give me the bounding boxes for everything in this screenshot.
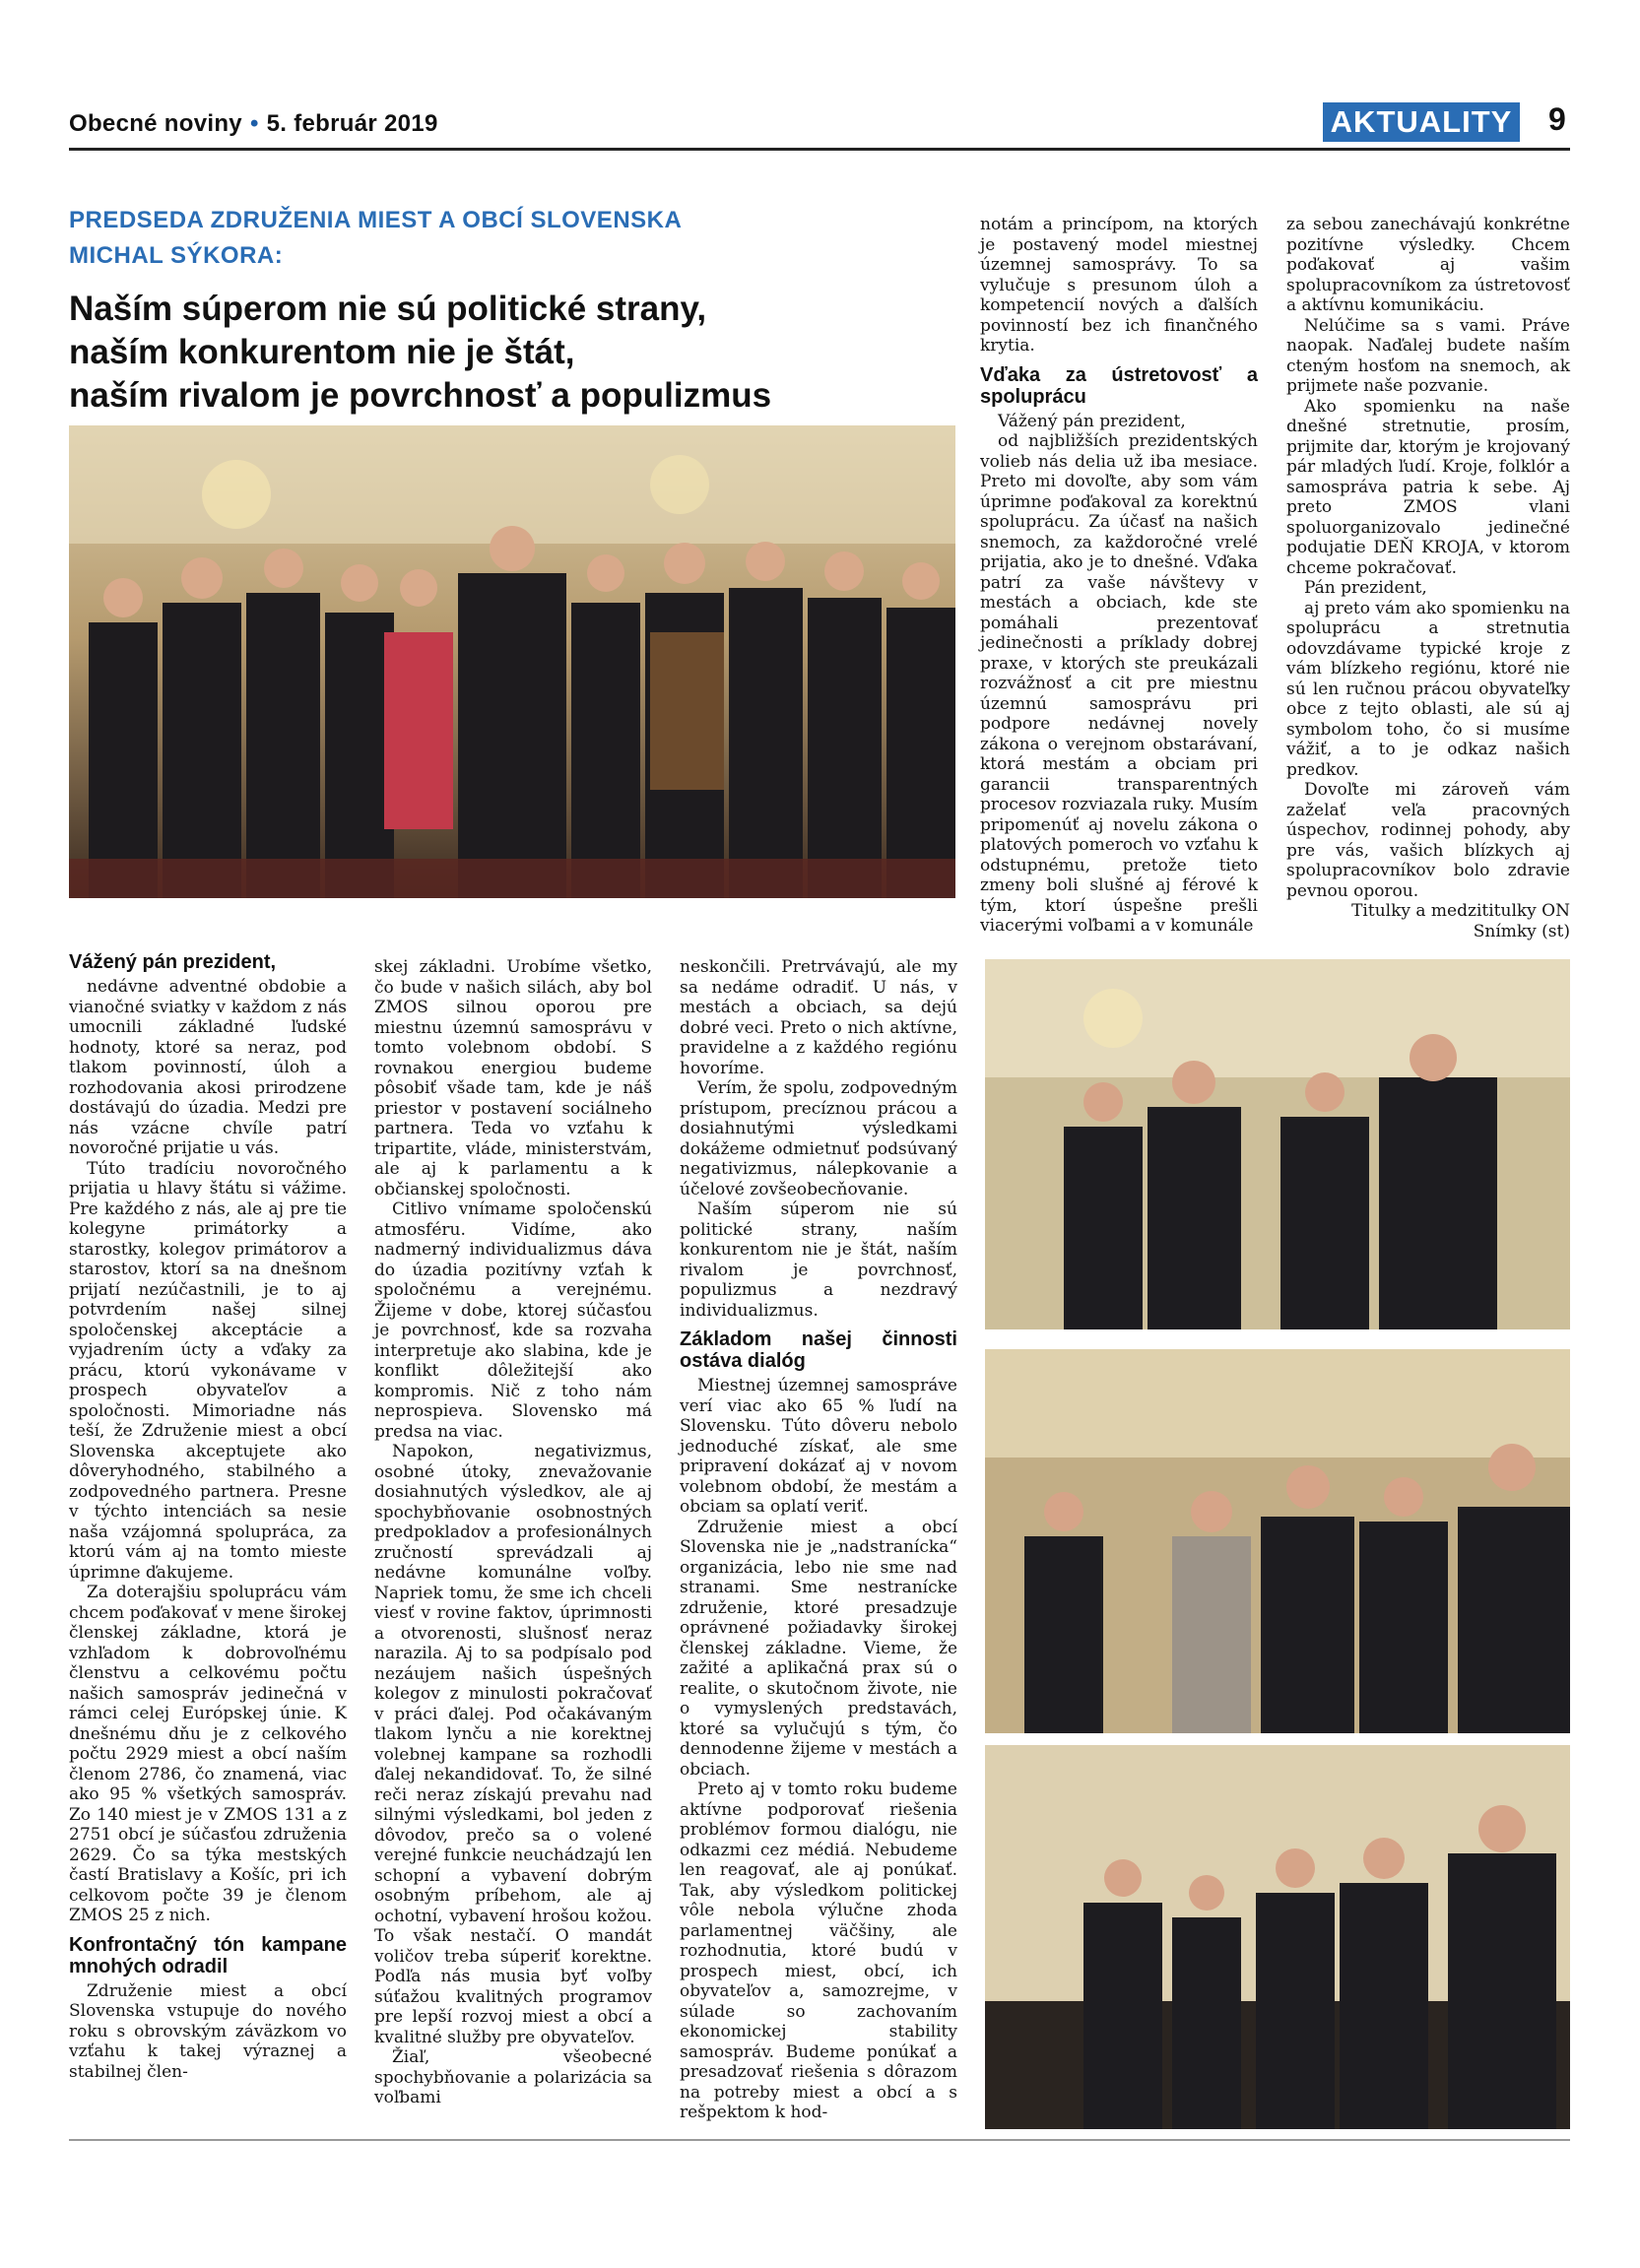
- paragraph: za sebou zanechávajú konkrétne pozitívne výsledky. Chcem poďakovať aj vašim spolupracovníkom za ústretovosť a aktívnu komunikáciu.: [1286, 215, 1570, 315]
- footer-rule: [69, 2139, 1570, 2141]
- paragraph: skej základni. Urobíme všetko, čo bude v našich silách, aby bol ZMOS silnou oporou pre miestnu územnú samosprávu v tomto volebnom období. S rovnakou energiou budeme pôsobiť všade tam, kde je náš priestor v postavení sociálneho partnera. Teda vo vzťahu k tripartite, vláde, ministerstvám, ale aj k parlamentu a k občianskej spoločnosti.: [374, 957, 652, 1199]
- paragraph: aj preto vám ako spomienku na spoluprácu a stretnutia odovzdávame typické kroje z vám blízkeho regiónu, ktoré nie sú len ručnou prácou obyvateľky obce z tejto oblasti, ale sú aj symbolom toho, čo si musíme vážiť, a to je odkaz našich predkov.: [1286, 598, 1570, 780]
- reception-photo-2: [985, 1349, 1570, 1733]
- paragraph: Združenie miest a obcí Slovenska nie je „nadstranícka“ organizácia, lebo nie sme nad stranami. Sme nestranícke združenie, ktoré presadzuje oprávnené požiadavky širokej členskej základne. Vieme, že zažité a aplikačná prax sú o realite, o skutočnom živote, nie o vymyslených predstavách, ktoré sa vylučujú s tým, čo dennodenne žijeme v mestách a obciach.: [680, 1517, 957, 1780]
- paragraph: Citlivo vnímame spoločenskú atmosféru. Vidíme, ako nadmerný individualizmus dáva do úzadia pozitívny vzťah k spoločnému a verejnému. Žijeme v dobe, ktorej súčasťou je povrchnosť, kde sa rozvaha interpretuje ako slabina, kde je konflikt dôležitejší ako kompromis. Nič z toho nám neprospieva. Slovensko má predsa na viac.: [374, 1199, 652, 1442]
- subheading: Základom našej činnosti ostáva dialóg: [680, 1328, 957, 1372]
- paragraph: Združenie miest a obcí Slovenska vstupuje do nového roku s obrovským záväzkom vo vzťahu k takej výraznej a stabilnej člen-: [69, 1980, 347, 2082]
- paragraph: Dovoľte mi zároveň vám zaželať veľa pracovných úspechov, rodinnej pohody, aby pre vás, vašich blízkych aj spolupracovníkov bolo zdravie pevnou oporou.: [1286, 780, 1570, 901]
- header-rule: [69, 148, 1570, 151]
- article-column-3: [680, 957, 957, 2123]
- paragraph: Miestnej územnej samospráve verí viac ako 65 % ľudí na Slovensku. Túto dôveru nebolo jednoduché získať, ale sme pripravení dokázať aj v novom volebnom období, že mestám a obciam sa oplatí veriť.: [680, 1376, 957, 1517]
- paragraph: neskončili. Pretrvávajú, ale my sa nedáme odradiť. U nás, v mestách a obciach, sa dejú dobré veci. Preto o nich aktívne, pravidelne a z každého regiónu hovoríme.: [680, 957, 957, 1078]
- paragraph: od najbližších prezidentských volieb nás delia už iba mesiace. Preto mi dovoľte, aby som vám úprimne poďakoval za korektnú spoluprácu. Za účasť na našich snemoch, za každoročné vrelé prijatia, ako je to dnešné. Vďaka patrí za vaše návštevy v mestách a obciach, kde ste pomáhali prezentovať jedinečnosti a príklady dobrej praxe, v ktorých ste preukázali rozvážnosť a cit pre miestnu územnú samosprávu pri podpore nedávnej novely zákona o verejnom obstarávaní, ktorá mestám a obciam pri garancii transparentných procesov rozviazala ruky. Musím pripomenúť aj novelu zákona o platových pomeroch vo vzťahu k odstupnému, pretože tieto zmeny boli slušné aj férové k tým, ktorí úspešne prešli viacerými voľbami a v komunále: [980, 431, 1258, 936]
- subheading: Vďaka za ústretovosť a spoluprácu: [980, 363, 1258, 408]
- separator-dot: •: [249, 110, 259, 137]
- article-column-1: [69, 951, 347, 2082]
- paragraph: Ako spomienku na naše dnešné stretnutie, prosím, prijmite dar, ktorým je krojovaný pár mladých ľudí. Kroje, folklór a samospráva patria k sebe. Aj preto ZMOS vlani spoluorganizovalo jedinečné podujatie DEŇ KROJA, v ktorom chceme pokračovať.: [1286, 396, 1570, 578]
- paragraph: Žiaľ, všeobecné spochybňovanie a polarizácia sa voľbami: [374, 2047, 652, 2107]
- photo-credit: Titulky a medzititulky ON: [1351, 901, 1570, 921]
- photo-credit: Snímky (st): [1473, 921, 1570, 941]
- salutation-heading: Vážený pán prezident,: [69, 951, 277, 973]
- paragraph: Preto aj v tomto roku budeme aktívne podporovať riešenia problémov formou dialógu, nie odkazmi cez médiá. Nebudeme len reagovať, ale aj ponúkať. Tak, aby výsledkom politickej vôle nebola výlučne zhoda parlamentnej väčšiny, ale rozhodnutia, ktoré budú v prospech miest, obcí, ich obyvateľov a, samozrejme, v súlade so zachovaním ekonomickej stability samospráv. Budeme ponúkať a presadzovať riešenia s dôrazom na potreby miest a obcí a s rešpektom k hod-: [680, 1780, 957, 2122]
- reception-photo-1: [985, 959, 1570, 1329]
- paragraph: Vážený pán prezident,: [998, 411, 1186, 431]
- paragraph: Naším súperom nie sú politické strany, naším konkurentom nie je štát, naším rivalom je povrchnosť, populizmus a nezdravý individualizmus.: [680, 1199, 957, 1321]
- paragraph: notám a princípom, na ktorých je postavený model miestnej územnej samosprávy. To sa vylučuje s presunom úloh a kompetencií nových a ďalších povinností bez ich finančného krytia.: [980, 215, 1258, 356]
- paragraph: Pán prezident,: [1304, 578, 1427, 598]
- article-column-2: [374, 957, 652, 2108]
- masthead: [69, 110, 438, 138]
- paragraph: Nelúčime sa s vami. Práve naopak. Naďalej budete naším cteným hosťom na snemoch, ak prijmete naše pozvanie.: [1286, 315, 1570, 396]
- paragraph: Za doterajšiu spoluprácu vám chcem poďakovať v mene širokej členskej základne, ktorá je vzhľadom k dobrovoľnému členstvu a celkovému počtu našich samospráv jedinečná v rámci celej Európskej únie. K dnešnému dňu je z celkového počtu 2929 miest a obcí naším členom 2786, čo znamená, viac ako 95 % všetkých samospráv. Zo 140 miest je v ZMOS 131 a z 2751 obcí je súčasťou združenia 2629. Čo sa týka mestských častí Bratislavy a Košíc, pri ich celkovom počte 39 je členom ZMOS 25 z nich.: [69, 1583, 347, 1925]
- main-photo: [69, 425, 955, 898]
- paragraph: Verím, že spolu, zodpovedným prístupom, precíznou prácou a dosiahnutými výsledkami dokážeme odmietnuť podsúvaný negativizmus, nálepkovanie a účelové zovšeobecňovanie.: [680, 1078, 957, 1199]
- article-headline: Naším súperom nie sú politické strany, naším konkurentom nie je štát, naším rivalom je povrchnosť a populizmus: [69, 290, 772, 415]
- subheading: Konfrontačný tón kampane mnohých odradil: [69, 1933, 347, 1977]
- issue-date: 5. február 2019: [266, 110, 438, 137]
- paragraph: nedávne adventné obdobie a vianočné sviatky v každom z nás umocnili základné ľudské hodnoty, ktoré sa neraz, pod tlakom povinností, úloh a rozhodovania akosi prirodzene dostávajú do úzadia. Medzi pre nás vzácne chvíle patrí novoročné prijatie u vás.: [69, 977, 347, 1158]
- paper-name: Obecné noviny: [69, 110, 242, 137]
- paragraph: Napokon, negativizmus, osobné útoky, znevažovanie dosiahnutých výsledkov, ale aj spochybňovanie osobnostných predpokladov a profesionálnych zručností sprevádzali aj nedávne komunálne voľby. Napriek tomu, že sme ich chceli viesť v rovine faktov, úprimnosti a otvorenosti, slušnosť neraz narazila. Aj to sa podpísalo pod nezáujem našich úspešných kolegov z minulosti pokračovať v práci ďalej. Pod očakávaným tlakom lynču a nie korektnej volebnej kampane sa rozhodli ďalej nekandidovať. To, že silné reči neraz získajú prevahu nad silnými výsledkami, bol jeden z dôvodov, prečo sa o volené verejné funkcie neuchádzajú len schopní a vybavení dobrým osobným príbehom, ale aj ochotní, vybavení hrošou kožou. To však nestačí. O mandát voličov treba súperiť korektne. Podľa nás musia byť voľby súťažou kvalitných programov pre lepší rozvoj miest a obcí a kvalitné služby pre obyvateľov.: [374, 1442, 652, 2047]
- page-number: 9: [1548, 101, 1566, 137]
- paragraph: Túto tradíciu novoročného prijatia u hlavy štátu si vážime. Pre každého z nás, ale aj pre tie kolegyne primátorky a starostky, kolegov primátorov a starostov, ktorí sa na dnešnom prijatí nezúčastnili, je to aj potvrdením našej silnej spoločenskej akceptácie a vyjadrením úcty a vďaky za prácu, ktorú vykonávame v prospech obyvateľov a spoločnosti. Mimoriadne nás teší, že Združenie miest a obcí Slovenska akceptujete ako dôveryhodného, stabilného a zodpovedného partnera. Presne v týchto intenciách sa nesie naša vzájomná spolupráca, za ktorú vám aj na tomto mieste úprimne ďakujeme.: [69, 1158, 347, 1583]
- article-column-4: [980, 215, 1258, 937]
- section-label: AKTUALITY: [1323, 102, 1520, 142]
- reception-photo-3: [985, 1745, 1570, 2129]
- article-kicker: PREDSEDA ZDRUŽENIA MIEST A OBCÍ SLOVENSKA MICHAL SÝKORA:: [69, 207, 683, 269]
- article-column-5: [1286, 215, 1570, 941]
